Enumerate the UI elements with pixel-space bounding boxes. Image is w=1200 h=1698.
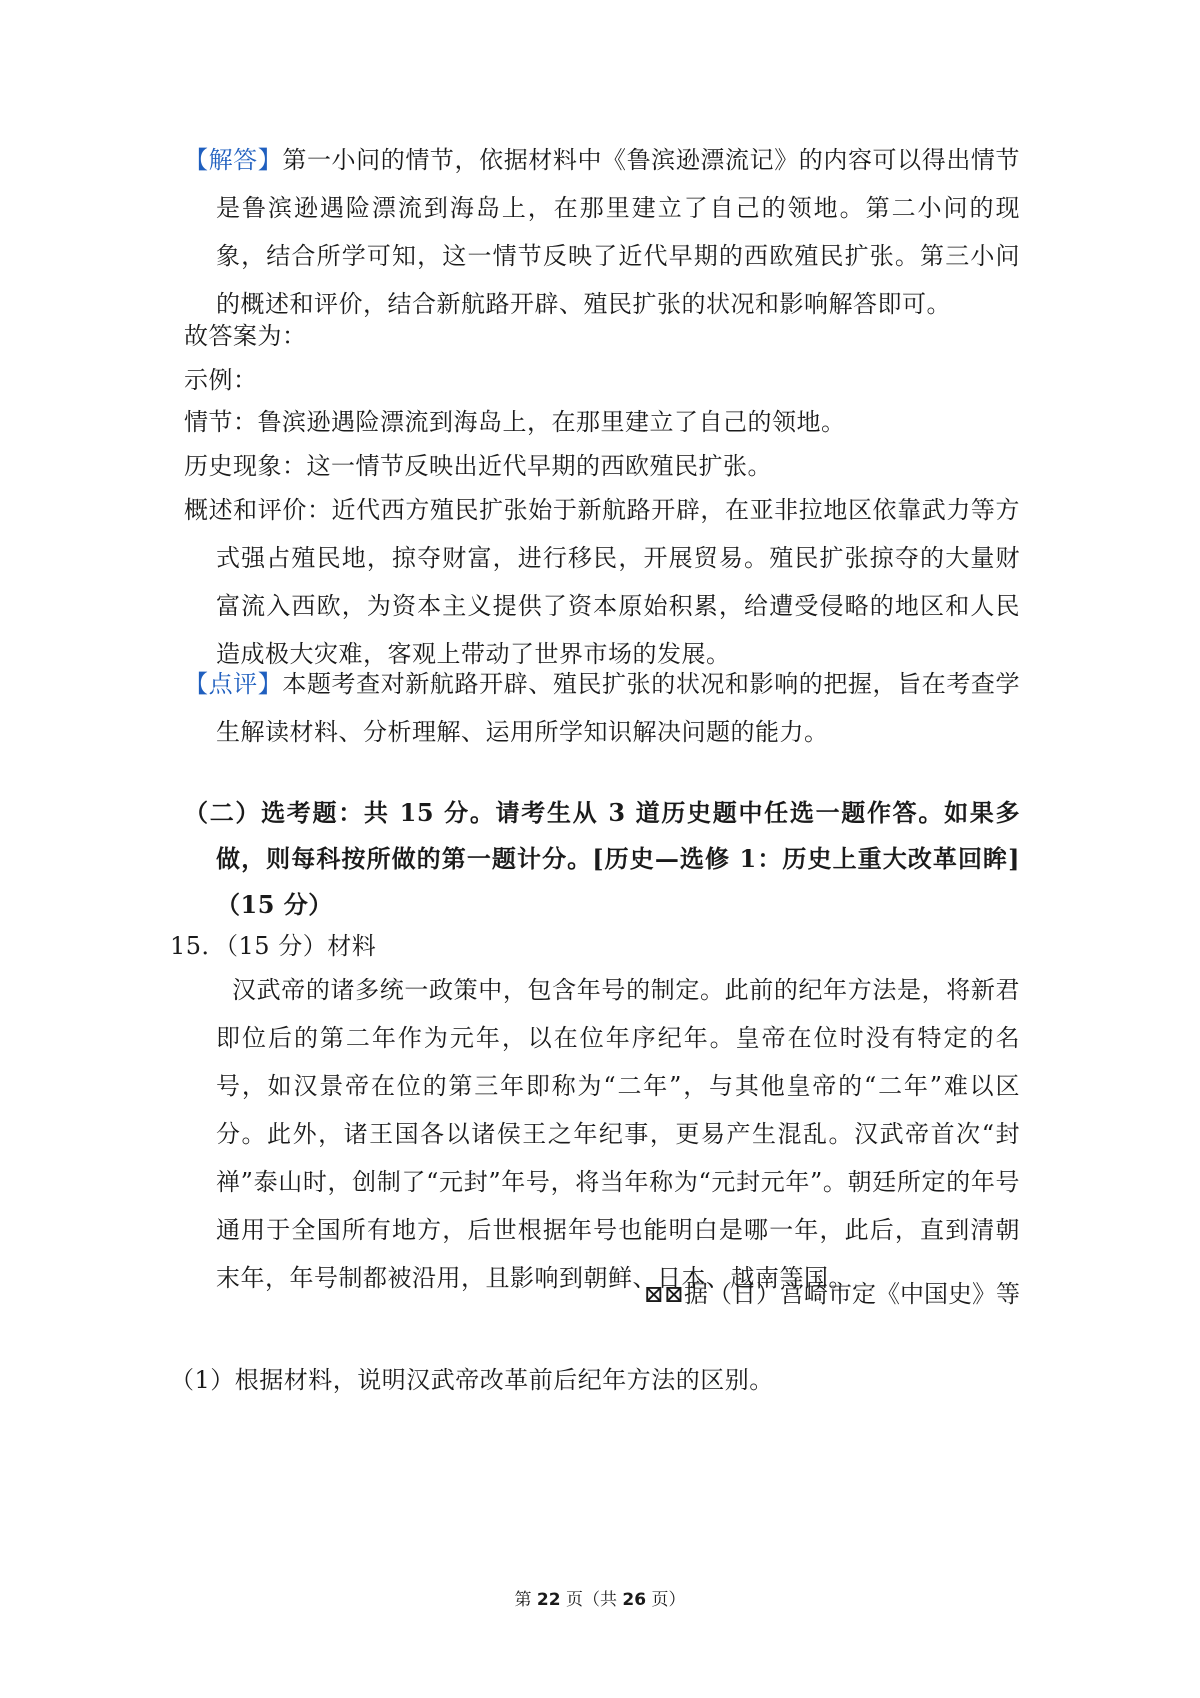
example-label: 示例： <box>184 366 258 394</box>
section-heading: （二）选考题：共 15 分。请考生从 3 道历史题中任选一题作答。如果多做，则每科按所做的第一题计分。[历史—选修 1：历史上重大改革回眸]（15 分） <box>184 798 1020 919</box>
sub-question-1: （1）根据材料，说明汉武帝改革前后纪年方法的区别。 <box>170 1366 774 1394</box>
phenomenon-line: 历史现象：这一情节反映出近代早期的西欧殖民扩张。 <box>184 452 772 480</box>
answer-label: 故答案为： <box>184 322 307 350</box>
question-header: 15．（15 分）材料 <box>170 932 377 960</box>
footer-page-number: 22 <box>536 1590 561 1610</box>
material-paragraph: 汉武帝的诸多统一政策中，包含年号的制定。此前的纪年方法是，将新君即位后的第二年作为元年，以在位年序纪年。皇帝在位时没有特定的名号，如汉景帝在位的第三年即称为“二年”，与其他皇帝的“二年”难以区分。此外，诸王国各以诸侯王之年纪事，更易产生混乱。汉武帝首次“封禅”泰山时，创制了“元封”年号，将当年称为“元封元年”。朝廷所定的年号通用于全国所有地方，后世根据年号也能明白是哪一年，此后，直到清朝末年，年号制都被沿用，且影响到朝鲜、日本、越南等国。 <box>216 976 1020 1292</box>
material-source: ⊠⊠据（日）宫崎市定《中国史》等 <box>643 1280 1020 1308</box>
footer-middle: 页（共 <box>560 1590 623 1610</box>
footer-prefix: 第 <box>514 1590 537 1610</box>
footer-total-pages: 26 <box>622 1590 647 1610</box>
footer-suffix: 页） <box>646 1590 686 1610</box>
answer-paragraph <box>184 136 1020 328</box>
summary-paragraph: 概述和评价：近代西方殖民扩张始于新航路开辟，在亚非拉地区依靠武力等方式强占殖民地，掠夺财富，进行移民，开展贸易。殖民扩张掠夺的大量财富流入西欧，为资本主义提供了资本原始积累，给遭受侵略的地区和人民造成极大灾难，客观上带动了世界市场的发展。 <box>184 496 1020 668</box>
comment-paragraph <box>184 660 1020 756</box>
answer-text: 第一小问的情节，依据材料中《鲁滨逊漂流记》的内容可以得出情节是鲁滨逊遇险漂流到海岛上，在那里建立了自己的领地。第二小问的现象，结合所学可知，这一情节反映了近代早期的西欧殖民扩张。第三小问的概述和评价，结合新航路开辟、殖民扩张的状况和影响解答即可。 <box>216 146 1021 318</box>
plot-line: 情节：鲁滨逊遇险漂流到海岛上，在那里建立了自己的领地。 <box>184 408 846 436</box>
comment-text: 本题考查对新航路开辟、殖民扩张的状况和影响的把握，旨在考查学生解读材料、分析理解、运用所学知识解决问题的能力。 <box>216 670 1021 746</box>
comment-tag: 【点评】 <box>184 670 283 698</box>
page-footer <box>0 1588 1200 1612</box>
answer-tag: 【解答】 <box>184 146 283 174</box>
